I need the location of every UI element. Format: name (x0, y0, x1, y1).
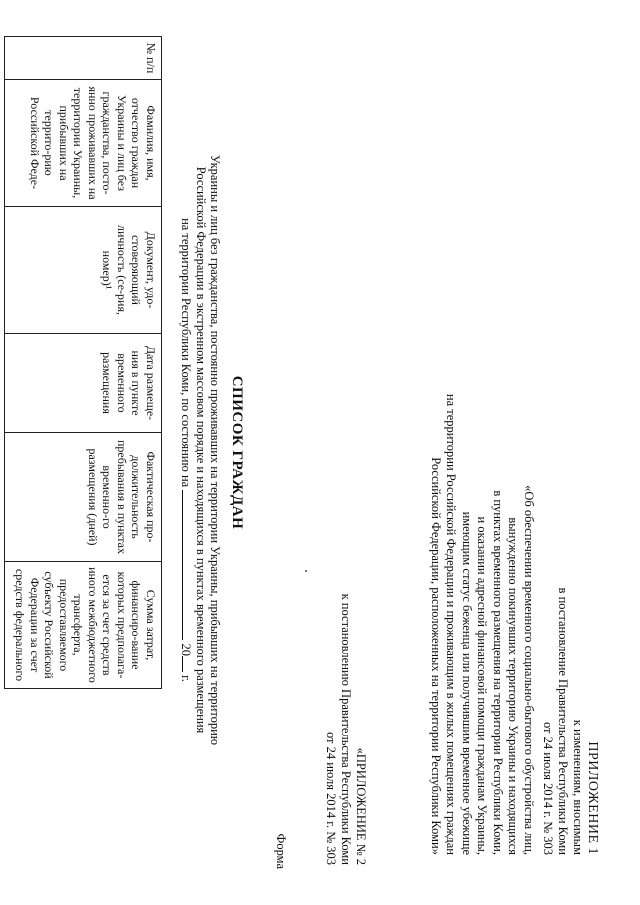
appendix-1-line: к изменениям, вносимым (571, 719, 585, 855)
header-placement-date: Дата размеще-ния в пункте временного размещения (5, 334, 162, 433)
decree-line: и оказании адресной финансовой помощи гражданам Украины, (475, 516, 490, 855)
list-intro (179, 70, 222, 830)
header-number: № п/п (5, 37, 162, 80)
year-suffix: г. (179, 675, 193, 682)
intro-line-3 (179, 70, 194, 830)
appendix-2-line: к постановлению Правительства Республики Коми (339, 593, 353, 865)
decree-line: имеющим статус беженца или получившим временное убежище (460, 511, 474, 855)
scan-speck (305, 570, 307, 572)
header-identity-document: Документ, удо-стоверяющий личность (се-рия, номер)¹ (5, 207, 162, 334)
appendix-1-line: в постановление Правительства Республики Коми (556, 587, 570, 855)
date-blank-field[interactable] (182, 490, 194, 640)
year-prefix: 20 (179, 643, 193, 656)
decree-line: в пунктах временного размещения на территории Республики Коми, (491, 490, 505, 855)
decree-title-block (428, 295, 537, 855)
year-blank-field[interactable] (182, 656, 194, 672)
appendix-1-block (540, 295, 600, 855)
header-stay-duration: Фактическая про-должительность пребывания в пунктах временно-го размещения (дней) (5, 433, 162, 562)
decree-line: «Об обеспечении временного социально-бытового обустройства лиц, (522, 485, 536, 855)
appendix-1-line: от 24 июля 2014 г. № 303 (541, 721, 555, 855)
intro-line-2: Российской Федерации в экстренном массовом порядке и находящихся в пунктах временного размещения (194, 166, 208, 734)
document-title: СПИСОК ГРАЖДАН (229, 375, 245, 530)
appendix-2-line: от 24 июля 2014 г. № 303 (324, 731, 338, 865)
decree-line: Российской Федерации, расположенных на территории Республики Коми» (429, 457, 443, 855)
intro-line-3-text: на территории Республики Коми, по состоянию на (179, 218, 193, 488)
appendix-2-line: «ПРИЛОЖЕНИЕ № 2 (354, 747, 368, 865)
appendix-1-title: ПРИЛОЖЕНИЕ 1 (585, 741, 600, 855)
decree-line: на территории Российской Федерации и проживающим в жилых помещениях граждан (444, 393, 459, 855)
intro-line-1: Украины и лиц без гражданства, постоянно проживавших на территории Украины, прибывших на территорию (208, 154, 222, 746)
citizens-table (4, 36, 162, 689)
header-cost-amount: Сумма затрат, финансиро-вание которых предполага-ется за счет средств иного межбюджетного трансферта, предоставляемого субъекту Российской Федерации за счет средств федерального (5, 562, 162, 689)
table-header-row (5, 37, 162, 689)
header-full-name: Фамилия, имя, отчество граждан Украины и лиц без гражданства, посто-янно проживавших на территории Украины, прибывших на террито-рию Российской Феде- (5, 80, 162, 207)
form-label: Форма (274, 833, 288, 869)
appendix-2-block (323, 305, 368, 865)
decree-line: вынужденно покинувших территорию Украины и находящихся (506, 517, 521, 855)
